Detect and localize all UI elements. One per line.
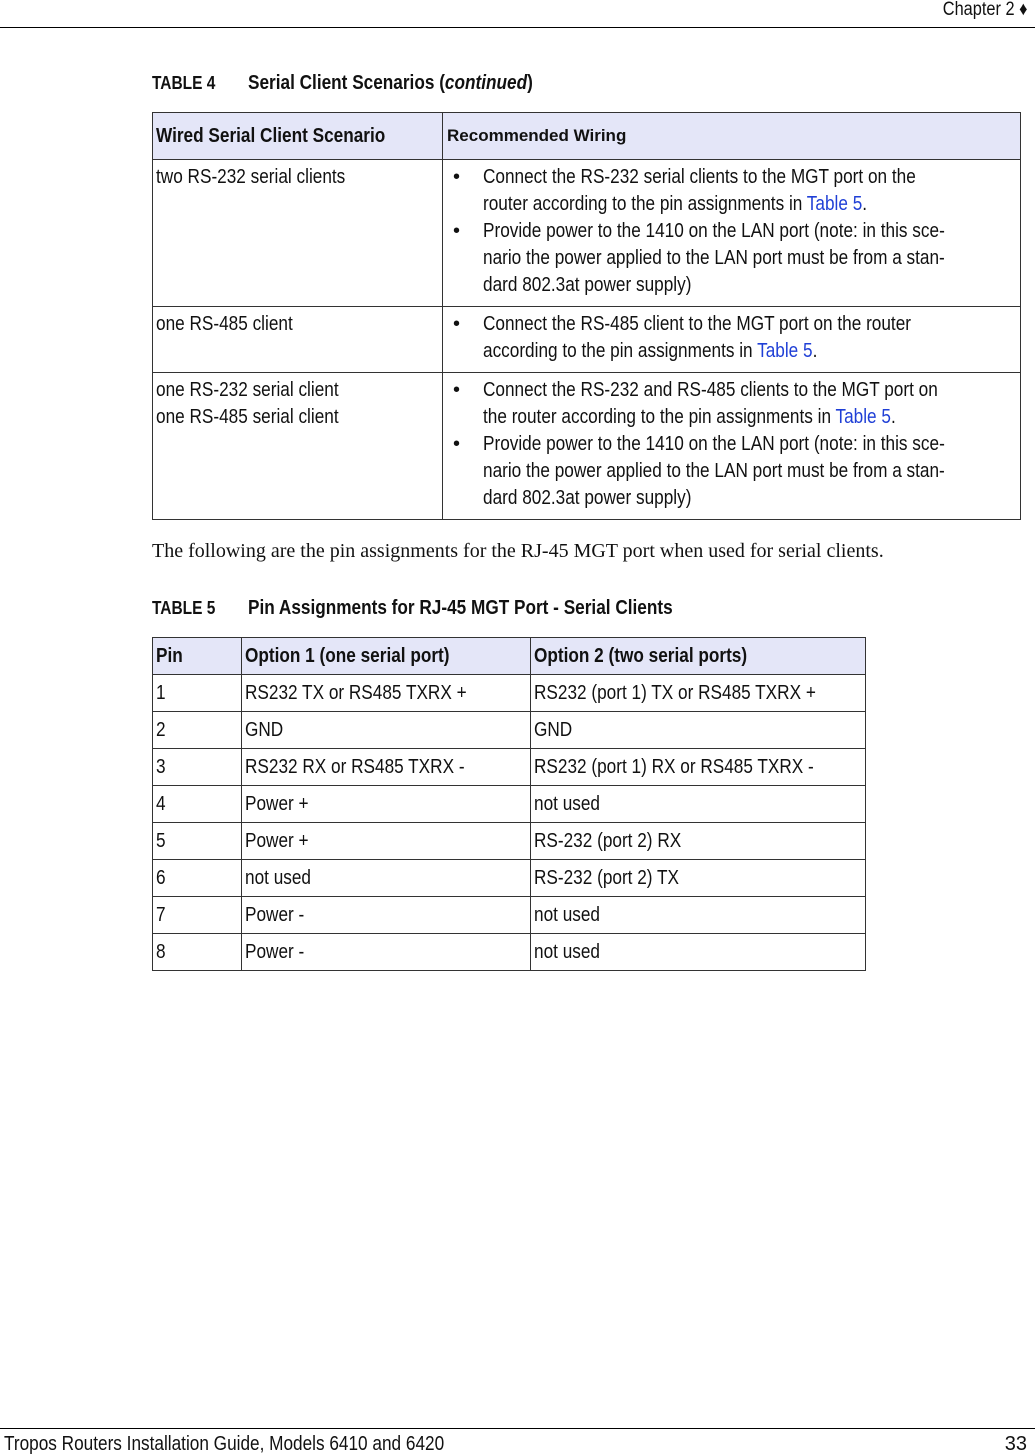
option1-cell: Power - bbox=[242, 934, 531, 971]
option2-cell: RS-232 (port 2) RX bbox=[531, 823, 866, 860]
table-row bbox=[153, 860, 866, 897]
bullet-item: • Connect the RS-485 client to the MGT port on the router according to the pin assignments in Table 5. bbox=[447, 311, 1020, 365]
table4-header-scenario: Wired Serial Client Scenario bbox=[153, 113, 443, 160]
page-number: 33 bbox=[1004, 1433, 1027, 1455]
option2-cell: GND bbox=[531, 712, 866, 749]
bullet-icon: • bbox=[453, 379, 461, 401]
table5-caption bbox=[152, 597, 742, 620]
option2-cell: RS-232 (port 2) TX bbox=[531, 860, 866, 897]
wiring-cell bbox=[443, 373, 1021, 520]
table5-link[interactable]: Table 5 bbox=[806, 193, 863, 215]
wiring-cell bbox=[443, 307, 1021, 373]
page-header bbox=[0, 0, 1035, 28]
table-row bbox=[153, 749, 866, 786]
pin-cell: 6 bbox=[153, 860, 242, 897]
page-footer bbox=[0, 1428, 1035, 1455]
pin-cell: 4 bbox=[153, 786, 242, 823]
pin-cell: 2 bbox=[153, 712, 242, 749]
scenario-cell: one RS-232 serial client one RS-485 serial client bbox=[153, 373, 443, 520]
bullet-icon: • bbox=[453, 166, 461, 188]
scenario-cell: two RS-232 serial clients bbox=[153, 160, 443, 307]
option2-cell: not used bbox=[531, 897, 866, 934]
table4-header-wiring: Recommended Wiring bbox=[443, 113, 1021, 160]
table5-header-option1: Option 1 (one serial port) bbox=[242, 638, 531, 675]
pin-cell: 7 bbox=[153, 897, 242, 934]
table4-caption: TABLE 4 Serial Client Scenarios (continued) bbox=[152, 72, 533, 94]
option1-cell: not used bbox=[242, 860, 531, 897]
table-row bbox=[153, 934, 866, 971]
table-row bbox=[153, 786, 866, 823]
bullet-item: • Provide power to the 1410 on the LAN port (note: in this sce- nario the power applied to the LAN port must be from a stan- dard 802.3at power supply) bbox=[447, 431, 1020, 512]
body-paragraph: The following are the pin assignments for the RJ-45 MGT port when used for serial clients. bbox=[152, 540, 884, 562]
table4-title: Serial Client Scenarios ( bbox=[248, 72, 445, 94]
wiring-cell bbox=[443, 160, 1021, 307]
pin-cell: 5 bbox=[153, 823, 242, 860]
footer-title: Tropos Routers Installation Guide, Models 6410 and 6420 bbox=[4, 1433, 445, 1455]
table-row bbox=[153, 712, 866, 749]
table5-header-option2: Option 2 (two serial ports) bbox=[531, 638, 866, 675]
table-row bbox=[153, 307, 1021, 373]
option2-cell: not used bbox=[531, 934, 866, 971]
table5-number: TABLE 5 bbox=[152, 598, 216, 618]
table-row bbox=[153, 373, 1021, 520]
table-row bbox=[153, 675, 866, 712]
bullet-item: • Provide power to the 1410 on the LAN port (note: in this sce- nario the power applied to the LAN port must be from a stan- dard 802.3at power supply) bbox=[447, 218, 1020, 299]
table-row bbox=[153, 897, 866, 934]
bullet-item: • Connect the RS-232 and RS-485 clients to the MGT port on the router according to the pin assignments in Table 5. bbox=[447, 377, 1020, 431]
table4-number: TABLE 4 bbox=[152, 73, 216, 93]
pin-cell: 8 bbox=[153, 934, 242, 971]
option1-cell: Power - bbox=[242, 897, 531, 934]
table-row bbox=[153, 160, 1021, 307]
scenario-cell: one RS-485 client bbox=[153, 307, 443, 373]
option1-cell: Power + bbox=[242, 786, 531, 823]
option2-cell: RS232 (port 1) TX or RS485 TXRX + bbox=[531, 675, 866, 712]
option1-cell: Power + bbox=[242, 823, 531, 860]
table5-link[interactable]: Table 5 bbox=[835, 406, 891, 428]
pin-cell: 3 bbox=[153, 749, 242, 786]
pin-assignments-table bbox=[152, 637, 866, 971]
bullet-icon: • bbox=[453, 220, 461, 242]
table5-link[interactable]: Table 5 bbox=[757, 340, 813, 362]
table-row bbox=[153, 823, 866, 860]
option2-cell: not used bbox=[531, 786, 866, 823]
table4-title-continued: continued bbox=[444, 72, 528, 94]
pin-cell: 1 bbox=[153, 675, 242, 712]
bullet-item: • Connect the RS-232 serial clients to the MGT port on the router according to the pin assignments in Table 5. bbox=[447, 164, 1020, 218]
serial-client-scenarios-table bbox=[152, 112, 1021, 520]
table5-title: Pin Assignments for RJ-45 MGT Port - Serial Clients bbox=[248, 597, 673, 619]
option1-cell: RS232 TX or RS485 TXRX + bbox=[242, 675, 531, 712]
table5-header-pin: Pin bbox=[153, 638, 242, 675]
option1-cell: GND bbox=[242, 712, 531, 749]
bullet-icon: • bbox=[453, 433, 461, 455]
option1-cell: RS232 RX or RS485 TXRX - bbox=[242, 749, 531, 786]
option2-cell: RS232 (port 1) RX or RS485 TXRX - bbox=[531, 749, 866, 786]
chapter-label: Chapter 2 ♦ bbox=[942, 0, 1027, 20]
bullet-icon: • bbox=[453, 313, 461, 335]
